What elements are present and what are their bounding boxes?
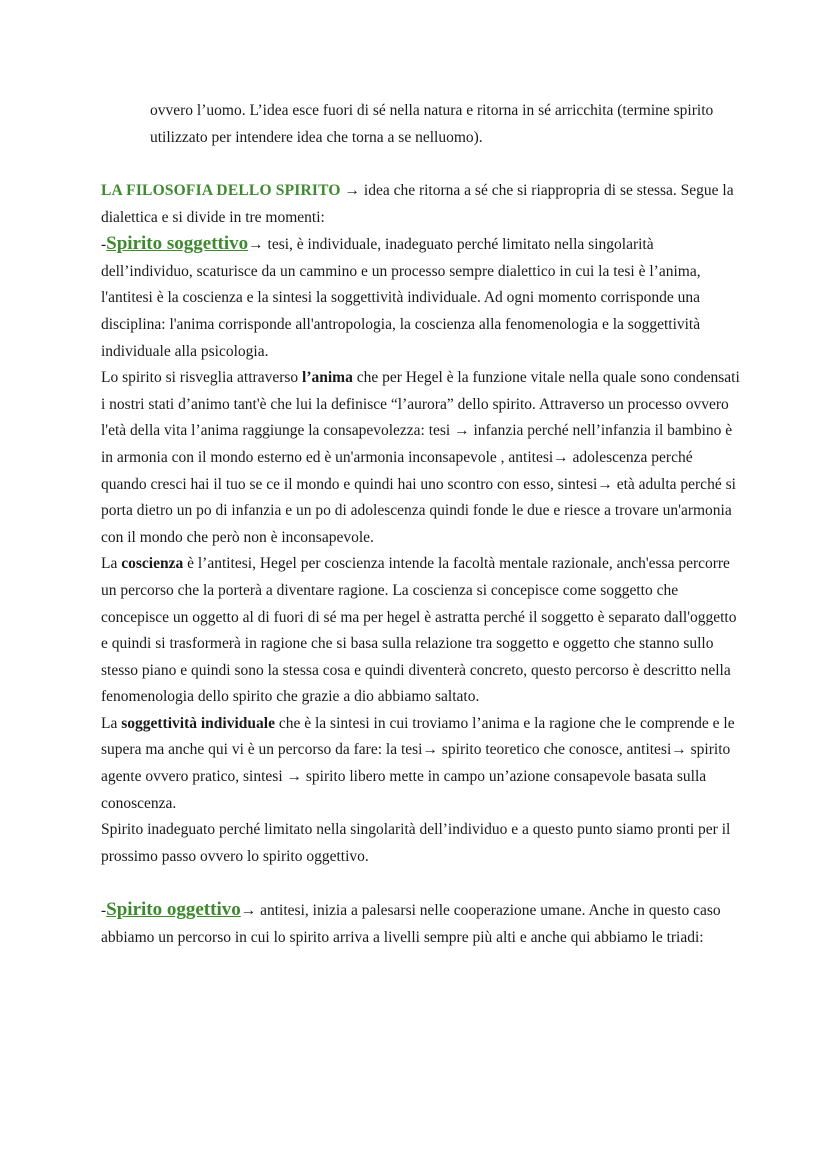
spirito-soggettivo-title: Spirito soggettivo [106,233,249,255]
main-content [101,178,741,952]
dash: - [101,902,107,920]
section-heading-paragraph [101,178,741,231]
dash: - [101,236,107,254]
anima-after: che per Hegel è la funzione vitale nella quale sono condensati i nostri stati d’animo tant'è che lui la definisce “l’aurora” dello spirito. Attraverso un processo ovvero l'età della vita l’anima raggiunge la consapevolezza: tesi → infanzia perché nell’infanzia il bambino è in armonia con il mondo esterno ed è un'armonia inconsapevole , antitesi→ adolescenza perché quando cresci hai il tuo se ce il mondo e quindi hai uno scontro con esso, sintesi→ età adulta perché si porta dietro un po di infanzia e un po di adolescenza quindi fonde le due e riesce a trovare un'armonia con il mondo che però non è inconsapevole. [101,369,740,546]
soggettivita-after: che è la sintesi in cui troviamo l’anima e la ragione che le comprende e le supera ma anche qui vi è un percorso da fare: la tesi→ spirito teoretico che conosce, antitesi→ spirito agente ovvero pratico, sintesi → spirito libero mette in campo un’azione consapevole basata sulla conoscenza. [101,714,735,812]
spirito-soggettivo-paragraph [101,231,741,365]
spirito-oggettivo-text: → antitesi, inizia a palesarsi nelle cooperazione umane. Anche in questo caso abbiamo un percorso in cui lo spirito arriva a livelli sempre più alti e anche qui abbiamo le triadi: [101,902,721,947]
spirito-soggettivo-text: → tesi, è individuale, inadeguato perché limitato nella singolarità dell’individuo, scaturisce da un cammino e un processo sempre dialettico in cui la tesi è l’anima, l'antitesi è la coscienza e la sintesi la soggettività individuale. Ad ogni momento corrisponde una disciplina: l'anima corrisponde all'antropologia, la coscienza alla fenomenologia e la soggettività individuale alla psicologia. [101,236,701,360]
inadeguato-paragraph: Spirito inadeguato perché limitato nella singolarità dell’individuo e a questo punto siamo pronti per il prossimo passo ovvero lo spirito oggettivo. [101,821,731,865]
spirito-oggettivo-paragraph [101,897,741,951]
spirito-oggettivo-title: Spirito oggettivo [106,899,241,921]
soggettivita-paragraph [101,711,741,817]
intro-paragraph: ovvero l’uomo. L’idea esce fuori di sé nella natura e ritorna in sé arricchita (termine spirito utilizzato per intendere idea che torna a se nelluomo). [150,102,714,146]
coscienza-before: La [101,555,122,573]
anima-term: l’anima [302,369,353,387]
section-heading-rest: → idea che ritorna a sé che si riappropria di se stessa. Segue la dialettica e si divide in tre momenti: [101,182,734,226]
coscienza-term: coscienza [121,555,184,573]
soggettivita-before: La [101,714,122,732]
coscienza-paragraph [101,551,741,711]
paragraph-gap [101,870,741,897]
section-heading: LA FILOSOFIA DELLO SPIRITO [101,182,341,199]
coscienza-after: è l’antitesi, Hegel per coscienza intende la facoltà mentale razionale, anch'essa percorre un percorso che la porterà a diventare ragione. La coscienza si concepisce come soggetto che concepisce un oggetto al di fuori di sé ma per hegel è astratta perché il soggetto è separato dall'oggetto e quindi si trasformerà in ragione che si basa sulla relazione tra soggetto e oggetto che stanno sullo stesso piano e quindi sono la stessa cosa e quindi diventerà concreto, questo percorso è descritto nella fenomenologia dello spirito che grazie a dio abbiamo saltato. [101,555,737,706]
anima-paragraph [101,365,741,551]
soggettivita-term: soggettività individuale [121,714,275,732]
anima-before: Lo spirito si risveglia attraverso [101,369,303,387]
